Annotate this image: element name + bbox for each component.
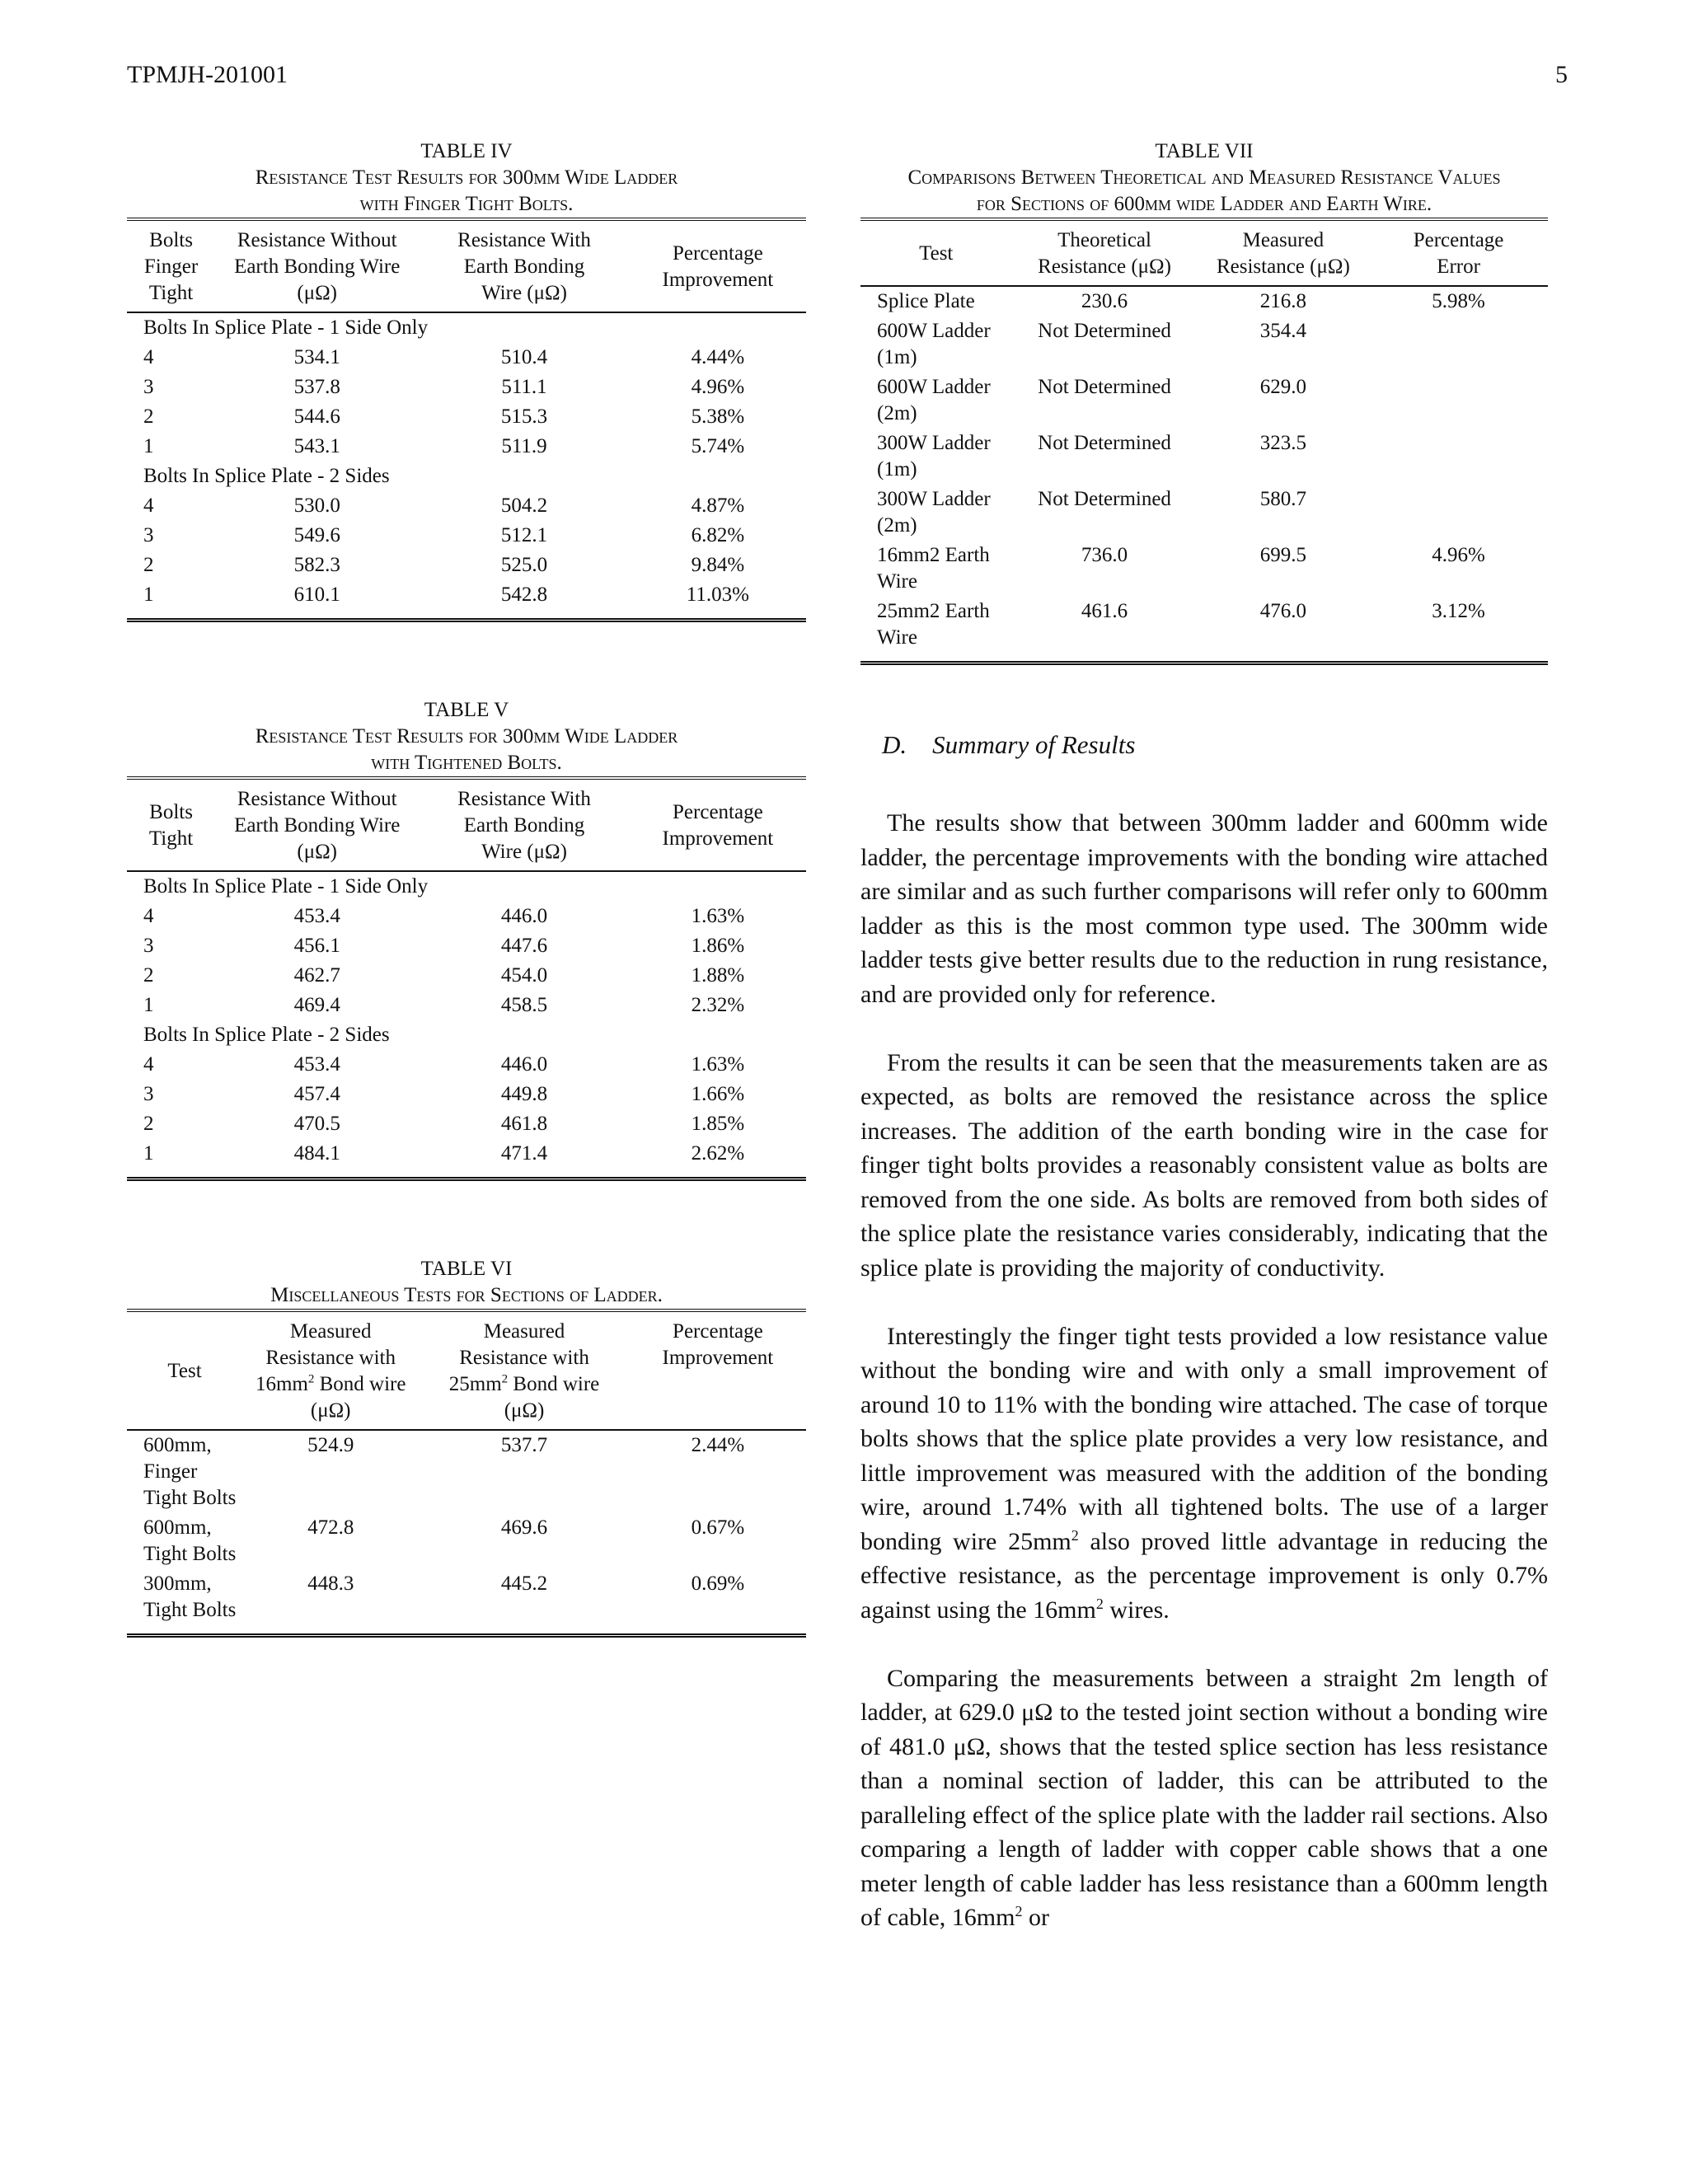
table-cell: 600W Ladder (2m) — [877, 376, 991, 424]
table-vii — [860, 138, 1548, 672]
table-cell: 469.6 — [500, 1516, 548, 1539]
table-row — [127, 1569, 806, 1625]
table-cell: 511.1 — [501, 376, 547, 398]
table-row — [127, 1513, 806, 1569]
table-vi-header-25mm — [419, 1317, 629, 1430]
table-vii-top-rule — [860, 218, 1548, 226]
table-cell: 456.1 — [293, 935, 340, 957]
table-cell — [1369, 373, 1548, 429]
table-vii-bottom-rule — [860, 661, 1548, 672]
table-cell: 1 — [143, 435, 154, 457]
table-vi-h25-line3a: 25mm — [448, 1373, 502, 1395]
table-cell: 462.7 — [293, 964, 340, 987]
table-iv-number: TABLE IV — [420, 140, 513, 162]
table-cell: 447.6 — [500, 935, 548, 957]
table-row — [860, 541, 1548, 597]
table-cell: 2.32% — [691, 994, 745, 1016]
table-cell: 476.0 — [1259, 600, 1307, 622]
table-row — [860, 485, 1548, 541]
table-cell: 230.6 — [1081, 290, 1128, 312]
table-cell — [1369, 429, 1548, 485]
table-cell: 736.0 — [1081, 544, 1128, 566]
table-cell: 2 — [143, 405, 154, 428]
table-vii-title-line1: Comparisons Between Theoretical and Measured Resistance Values — [907, 166, 1501, 189]
table-cell: 448.3 — [307, 1572, 354, 1595]
table-cell: 510.4 — [500, 346, 548, 368]
paragraph-3-part-a: Interestingly the finger tight tests provided a low resistance value without the bonding wire and with only a small improvement of around 10 to 11% with the bonding wire attached. The case of torque bolts shows that the splice plate provides a very low resistance, and little improvement was measured with the addition of the bonding wire, around 1.74% with all tightened bolts. The use of a larger bonding wire 25mm — [860, 1322, 1548, 1555]
table-vi-h16-line4: (μΩ) — [310, 1399, 351, 1422]
paragraph-4 — [860, 1661, 1548, 1935]
table-vii-title-line2: for Sections of 600mm wide Ladder and Earth Wire. — [976, 193, 1432, 215]
table-v-number: TABLE V — [424, 699, 509, 721]
table-cell: 2 — [143, 964, 154, 987]
table-cell: 472.8 — [307, 1516, 354, 1539]
table-cell: 6.82% — [691, 524, 745, 546]
table-cell: 2.62% — [691, 1142, 745, 1165]
table-cell: 580.7 — [1259, 488, 1307, 510]
table-cell: Not Determined — [1038, 376, 1171, 398]
table-cell: 1.63% — [691, 905, 745, 927]
table-iv-top-rule — [127, 218, 806, 226]
table-cell: 4.96% — [1432, 544, 1485, 566]
table-vi-h16-sup: 2 — [307, 1372, 315, 1386]
table-row — [860, 373, 1548, 429]
table-row — [127, 373, 806, 402]
table-row — [127, 961, 806, 991]
table-cell: 537.8 — [293, 376, 340, 398]
table-cell: 461.6 — [1081, 600, 1128, 622]
table-row — [127, 521, 806, 551]
table-row — [860, 286, 1548, 316]
table-cell: 582.3 — [293, 554, 340, 576]
table-cell: 512.1 — [500, 524, 548, 546]
table-cell: 629.0 — [1259, 376, 1307, 398]
table-v-title-line1: Resistance Test Results for 300mm Wide Ladder — [255, 725, 678, 748]
t5-header-0: Bolts Tight — [148, 801, 194, 850]
t5-header-3: Percentage Improvement — [662, 801, 774, 850]
table-cell: 5.98% — [1432, 290, 1485, 312]
table-cell: 471.4 — [500, 1142, 548, 1165]
table-row — [860, 316, 1548, 373]
table-vi-top-rule — [127, 1309, 806, 1317]
group-label: Bolts In Splice Plate - 2 Sides — [143, 1024, 390, 1046]
table-cell: 1.85% — [691, 1113, 745, 1135]
table-cell: 4 — [143, 1053, 154, 1076]
t4-header-2: Resistance With Earth Bonding Wire (μΩ) — [457, 229, 591, 304]
table-row — [127, 402, 806, 432]
table-cell: 484.1 — [293, 1142, 340, 1165]
paragraph-3-sup-1: 2 — [1071, 1526, 1079, 1544]
table-cell: 525.0 — [500, 554, 548, 576]
table-vi-h25-sup: 2 — [501, 1372, 509, 1386]
table-cell: 1.66% — [691, 1083, 745, 1105]
table-vi-header-pct: Percentage Improvement — [662, 1320, 774, 1369]
table-cell: 515.3 — [500, 405, 548, 428]
table-cell: 543.1 — [293, 435, 340, 457]
table-row — [127, 491, 806, 521]
table-cell: 1.63% — [691, 1053, 745, 1076]
group-row — [127, 462, 806, 491]
table-cell: Splice Plate — [877, 290, 975, 312]
table-cell: 600mm, Tight Bolts — [143, 1516, 237, 1565]
table-vi-header-test: Test — [167, 1360, 202, 1382]
table-cell: 0.67% — [691, 1516, 745, 1539]
table-cell: 2.44% — [691, 1434, 745, 1456]
group-row — [127, 1020, 806, 1050]
table-vi-number: TABLE VI — [420, 1258, 513, 1280]
table-cell: 3 — [143, 376, 154, 398]
table-iv — [127, 138, 806, 629]
table-cell: 449.8 — [500, 1083, 548, 1105]
paragraph-3-part-c: wires. — [1103, 1596, 1170, 1624]
table-cell: Not Determined — [1038, 432, 1171, 454]
t4-header-1: Resistance Without Earth Bonding Wire (μΩ) — [234, 229, 401, 304]
table-cell: 504.2 — [500, 494, 548, 517]
table-cell: 446.0 — [500, 905, 548, 927]
table-vi-bottom-rule — [127, 1633, 806, 1644]
t7-header-1: Theoretical Resistance (μΩ) — [1038, 229, 1171, 278]
table-vi-h25-line1: Measured — [483, 1320, 565, 1343]
paragraph-4-part-b: or — [1022, 1904, 1049, 1931]
table-cell: 453.4 — [293, 1053, 340, 1076]
group-row — [127, 312, 806, 343]
table-row — [127, 432, 806, 462]
table-iv-title-line2: with Finger Tight Bolts. — [359, 193, 574, 215]
table-cell: 530.0 — [293, 494, 340, 517]
table-cell: 11.03% — [686, 583, 749, 606]
table-cell: 3 — [143, 935, 154, 957]
table-row — [127, 343, 806, 373]
table-row — [127, 1080, 806, 1109]
t7-header-0: Test — [919, 242, 954, 265]
table-cell: 4.44% — [691, 346, 745, 368]
table-cell: 354.4 — [1259, 320, 1307, 342]
table-cell: 3.12% — [1432, 600, 1485, 622]
table-cell: 2 — [143, 554, 154, 576]
t7-header-3: Percentage Error — [1413, 229, 1504, 278]
table-vi-h16-line3b: Bond wire — [314, 1373, 406, 1395]
table-cell: 1.88% — [691, 964, 745, 987]
table-cell: 469.4 — [293, 994, 340, 1016]
table-cell: 511.9 — [501, 435, 547, 457]
table-cell: 4 — [143, 346, 154, 368]
table-vii-caption — [854, 138, 1554, 218]
running-header-left: TPMJH-201001 — [127, 61, 288, 88]
table-vi-h16-line3a: 16mm — [255, 1373, 308, 1395]
table-cell: 3 — [143, 1083, 154, 1105]
table-row — [860, 429, 1548, 485]
group-row — [127, 871, 806, 902]
table-row — [127, 931, 806, 961]
table-cell — [1369, 316, 1548, 373]
paragraph-4-part-a: Comparing the measurements between a straight 2m length of ladder, at 629.0 μΩ to the tested joint section without a bonding wire of 481.0 μΩ, shows that the tested splice section has less resistance than a nominal section of ladder, this can be attributed to the paralleling effect of the splice plate with the ladder rail sections. Also comparing a length of ladder with copper cable shows that a one meter length of cable ladder has less resistance than a 600mm length of cable, 16mm — [860, 1664, 1548, 1931]
table-vii-number: TABLE VII — [1155, 140, 1254, 162]
table-v-top-rule — [127, 776, 806, 785]
table-vi — [127, 1256, 806, 1644]
paragraph-3-part-b: also proved little advantage in reducing the effective resistance, as the percentage improvement is only 0.7% against using the 16mm — [860, 1527, 1548, 1624]
table-vii-grid — [860, 226, 1548, 653]
table-vi-caption — [127, 1256, 806, 1309]
table-cell: 461.8 — [500, 1113, 548, 1135]
table-vi-h16-line2: Resistance with — [265, 1347, 396, 1369]
table-cell: 1 — [143, 994, 154, 1016]
table-v-title-line2: with Tightened Bolts. — [371, 752, 562, 774]
table-vi-h25-line2: Resistance with — [459, 1347, 589, 1369]
table-v-bottom-rule — [127, 1177, 806, 1188]
table-cell: 1 — [143, 1142, 154, 1165]
table-cell: 458.5 — [500, 994, 548, 1016]
t5-header-2: Resistance With Earth Bonding Wire (μΩ) — [457, 788, 591, 863]
table-cell: 534.1 — [293, 346, 340, 368]
table-cell: 4.96% — [691, 376, 745, 398]
table-cell: 300mm, Tight Bolts — [143, 1572, 237, 1621]
table-cell: 5.74% — [691, 435, 745, 457]
table-vi-header-16mm — [242, 1317, 419, 1430]
t7-header-2: Measured Resistance (μΩ) — [1216, 229, 1350, 278]
paragraph-3 — [860, 1319, 1548, 1628]
table-cell: 544.6 — [293, 405, 340, 428]
table-cell: 3 — [143, 524, 154, 546]
table-v — [127, 697, 806, 1188]
table-cell: 2 — [143, 1113, 154, 1135]
table-cell: 0.69% — [691, 1572, 745, 1595]
table-row — [860, 597, 1548, 653]
table-cell: 4 — [143, 494, 154, 517]
table-cell: 1 — [143, 583, 154, 606]
table-cell: 470.5 — [293, 1113, 340, 1135]
paragraph-4-sup: 2 — [1015, 1903, 1023, 1919]
table-cell: 323.5 — [1259, 432, 1307, 454]
table-iv-bottom-rule — [127, 618, 806, 629]
table-cell: 446.0 — [500, 1053, 548, 1076]
group-label: Bolts In Splice Plate - 2 Sides — [143, 465, 390, 487]
table-cell: 216.8 — [1259, 290, 1307, 312]
paragraph-1: The results show that between 300mm ladder and 600mm wide ladder, the percentage improvements with the bonding wire attached are similar and as such further comparisons will refer only to 600mm ladder as this is the most common type used. The 300mm wide ladder tests give better results due to the reduction in rung resistance, and are provided only for reference. — [860, 809, 1548, 1008]
table-v-caption — [127, 697, 806, 776]
table-cell: 4.87% — [691, 494, 745, 517]
table-cell: 16mm2 Earth Wire — [877, 544, 990, 593]
table-row — [127, 580, 806, 610]
table-iv-title-line1: Resistance Test Results for 300mm Wide Ladder — [255, 166, 678, 189]
page-number: 5 — [1555, 61, 1568, 88]
group-label: Bolts In Splice Plate - 1 Side Only — [143, 875, 429, 898]
table-vi-grid — [127, 1317, 806, 1625]
table-cell: 610.1 — [293, 583, 340, 606]
table-cell: Not Determined — [1038, 488, 1171, 510]
t4-header-0: Bolts Finger Tight — [143, 229, 199, 304]
table-iv-caption — [127, 138, 806, 218]
table-cell: 25mm2 Earth Wire — [877, 600, 990, 649]
table-row — [127, 1139, 806, 1169]
table-row — [127, 991, 806, 1020]
table-cell: 9.84% — [691, 554, 745, 576]
table-vi-title-line1: Miscellaneous Tests for Sections of Ladder. — [270, 1284, 663, 1306]
table-vi-h25-line4: (μΩ) — [504, 1399, 545, 1422]
table-row — [127, 551, 806, 580]
table-cell: 457.4 — [293, 1083, 340, 1105]
table-cell: 454.0 — [500, 964, 548, 987]
section-d-body — [860, 806, 1548, 1935]
group-label: Bolts In Splice Plate - 1 Side Only — [143, 316, 429, 339]
table-cell: 1.86% — [691, 935, 745, 957]
t4-header-3: Percentage Improvement — [662, 242, 774, 291]
table-cell: 300W Ladder (1m) — [877, 432, 991, 480]
paragraph-2: From the results it can be seen that the measurements taken are as expected, as bolts are removed the resistance across the splice increases. The addition of the earth bonding wire in the case for finger tight bolts provides a reasonably consistent value as bolts are removed from the one side. As bolts are removed from both sides of the splice plate the resistance varies considerably, indicating that the splice plate is providing the majority of conductivity. — [860, 1048, 1548, 1282]
table-cell: 4 — [143, 905, 154, 927]
table-cell: 600mm, Finger Tight Bolts — [143, 1434, 237, 1509]
table-vi-h25-line3b: Bond wire — [508, 1373, 600, 1395]
paragraph-3-sup-2: 2 — [1095, 1595, 1104, 1612]
table-v-grid — [127, 785, 806, 1169]
table-cell: 445.2 — [500, 1572, 548, 1595]
table-cell: 600W Ladder (1m) — [877, 320, 991, 368]
table-cell: 549.6 — [293, 524, 340, 546]
table-cell: Not Determined — [1038, 320, 1171, 342]
table-cell: 300W Ladder (2m) — [877, 488, 991, 537]
table-cell: 537.7 — [500, 1434, 548, 1456]
table-cell — [1369, 485, 1548, 541]
table-cell: 699.5 — [1259, 544, 1307, 566]
t5-header-1: Resistance Without Earth Bonding Wire (μΩ) — [234, 788, 401, 863]
table-row — [127, 1430, 806, 1513]
table-row — [127, 1050, 806, 1080]
table-iv-grid — [127, 226, 806, 610]
table-cell: 524.9 — [307, 1434, 354, 1456]
section-d-heading: D. Summary of Results — [882, 730, 1136, 759]
table-cell: 542.8 — [500, 583, 548, 606]
table-cell: 5.38% — [691, 405, 745, 428]
table-cell: 453.4 — [293, 905, 340, 927]
table-row — [127, 902, 806, 931]
table-vi-h16-line1: Measured — [289, 1320, 372, 1343]
table-row — [127, 1109, 806, 1139]
